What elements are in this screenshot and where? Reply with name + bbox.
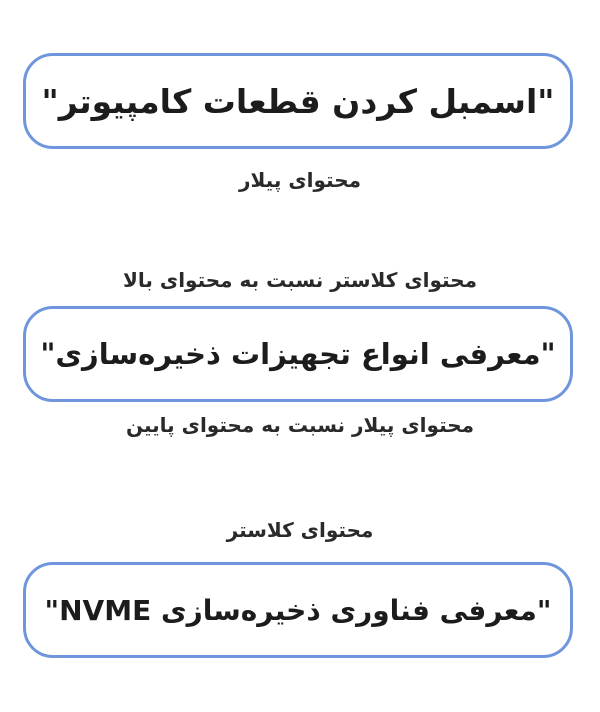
- pillar-topic-box: [23, 53, 573, 149]
- cluster-topic-box: [23, 562, 573, 658]
- pillar-topic-text: "اسمبل کردن قطعات کامپیوتر": [41, 81, 555, 121]
- cluster-relative-label: محتوای کلاستر نسبت به محتوای بالا: [122, 268, 478, 292]
- pillar-relative-label: محتوای پیلار نسبت به محتوای پایین: [125, 413, 475, 437]
- cluster-topic-text: "معرفی فناوری ذخیره‌سازی NVME": [44, 593, 552, 627]
- middle-topic-text: "معرفی انواع تجهیزات ذخیره‌سازی": [40, 337, 556, 371]
- pillar-content-label: محتوای پیلار: [238, 168, 362, 192]
- middle-topic-box: [23, 306, 573, 402]
- cluster-content-label: محتوای کلاستر: [226, 518, 374, 542]
